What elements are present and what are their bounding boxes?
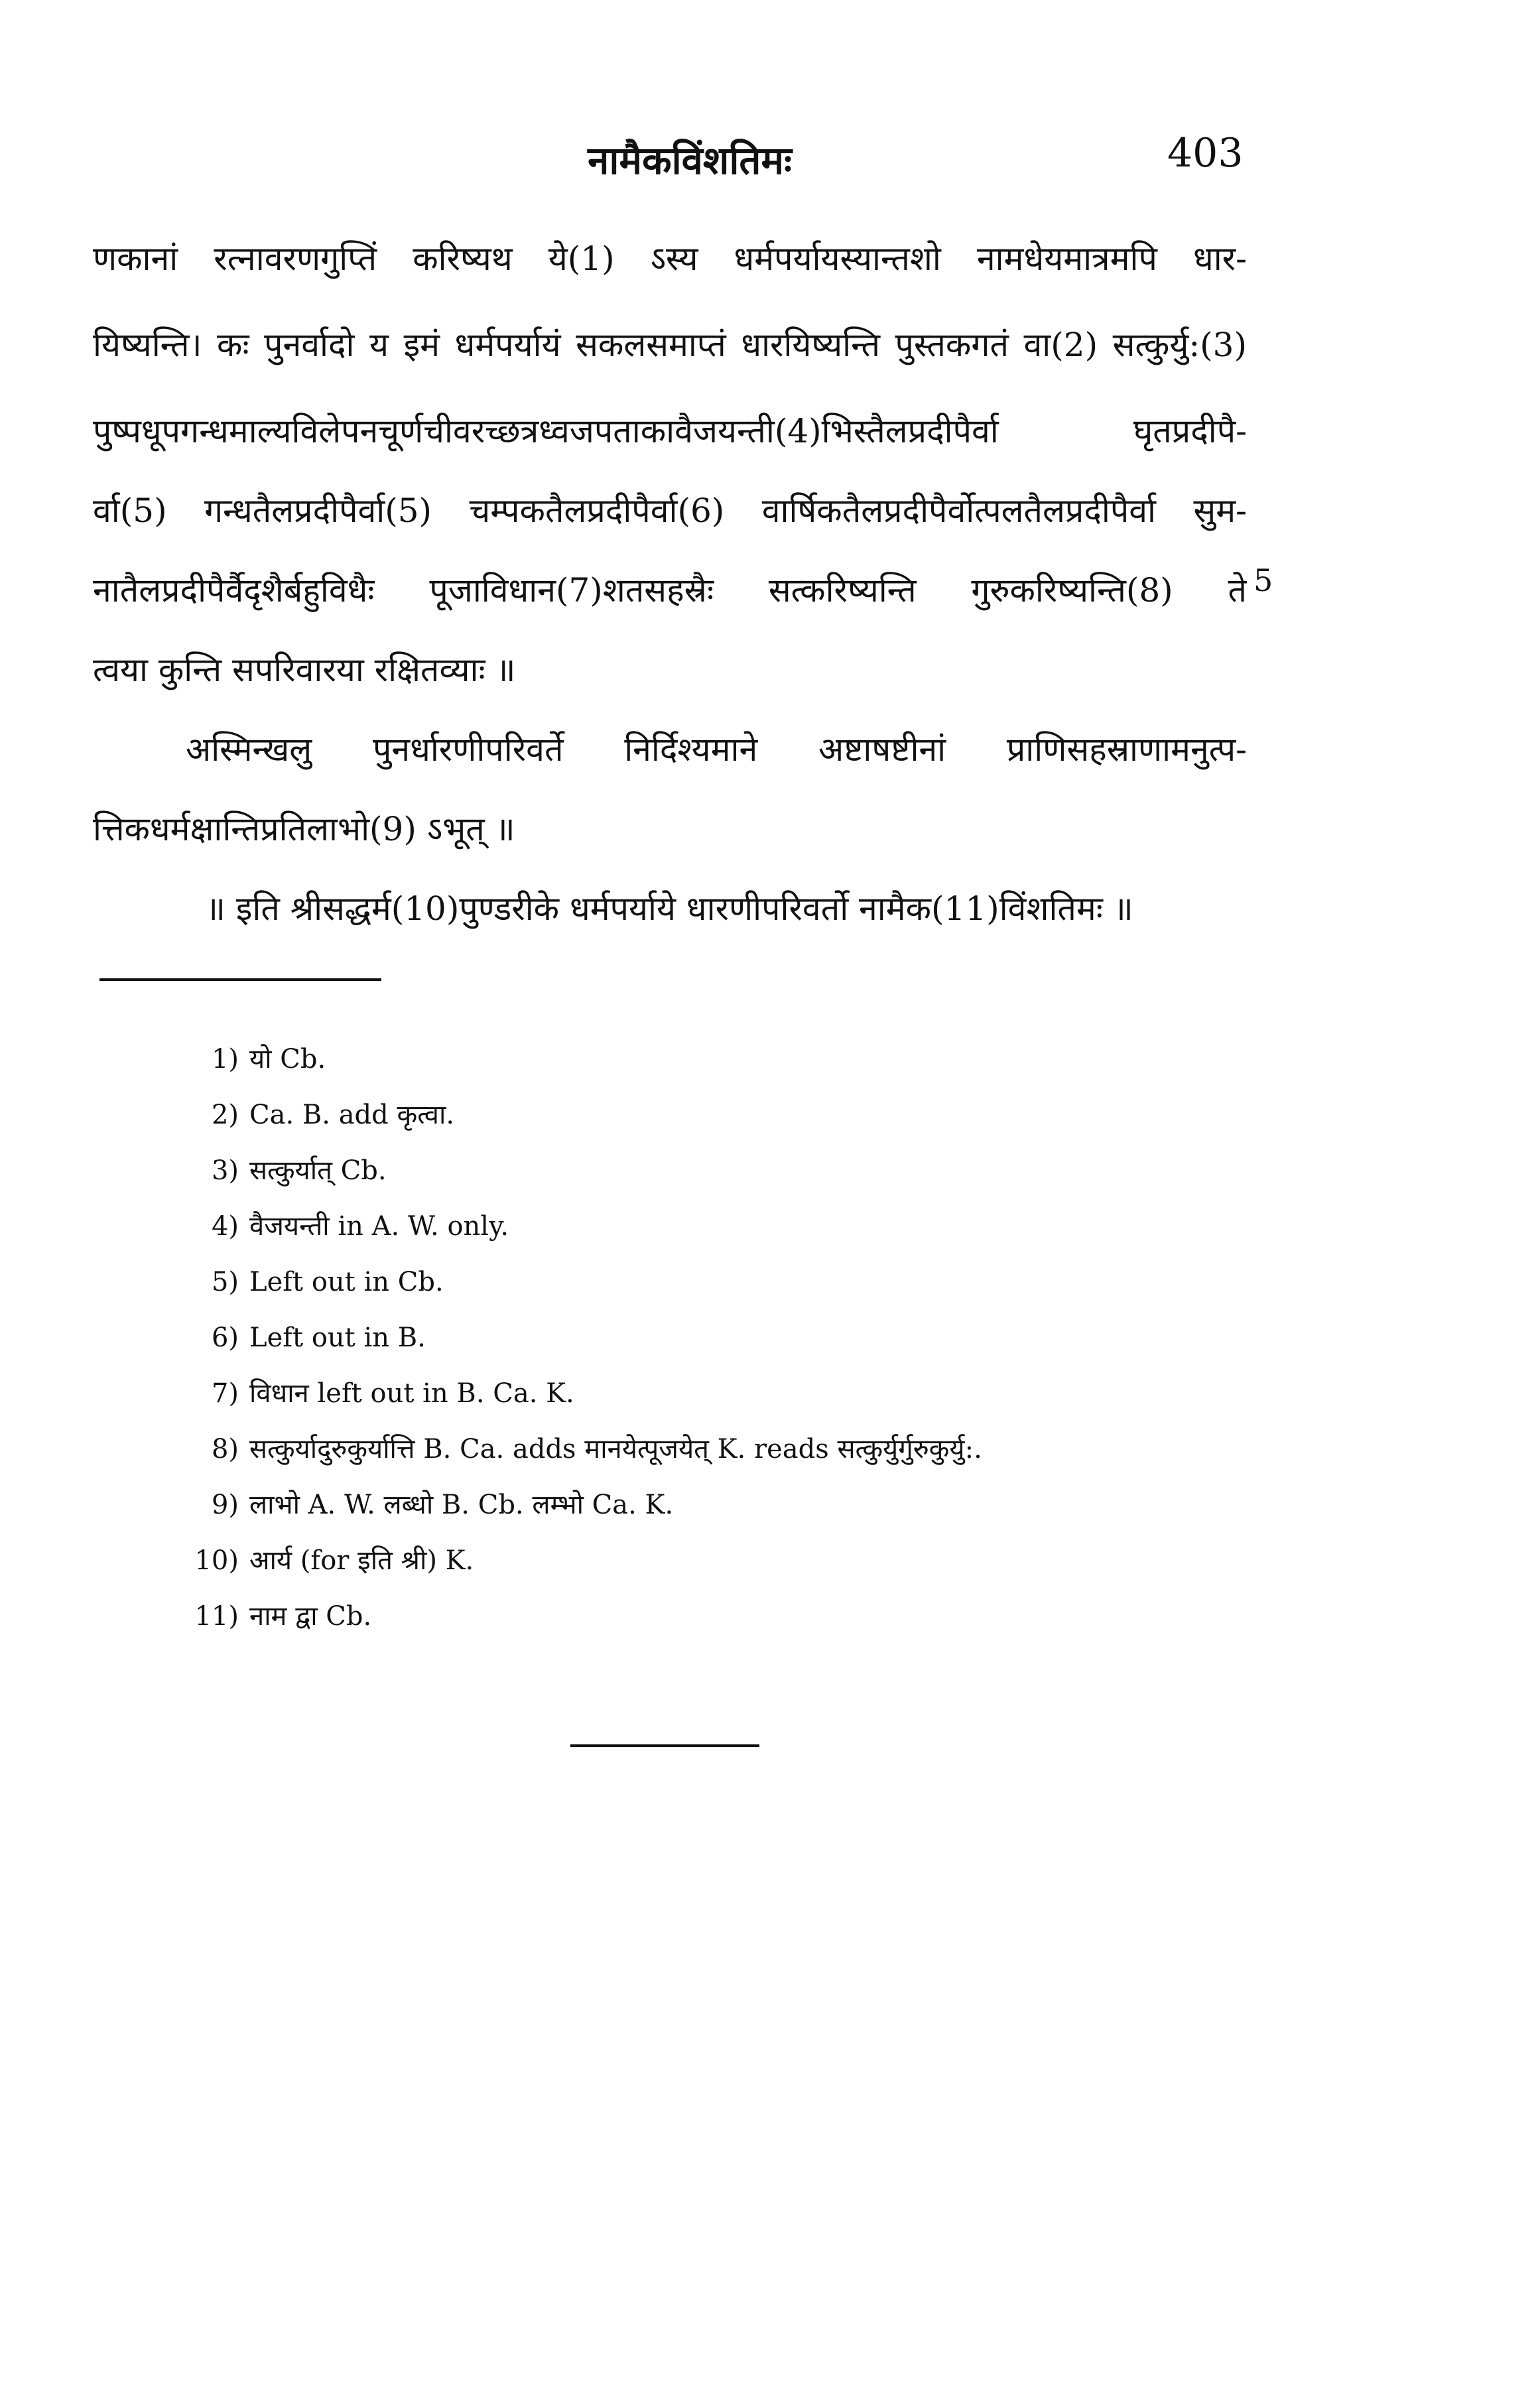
footnote-number: 11) [194,1601,239,1632]
footnote [176,1421,1303,1477]
footnote-text: वैजयन्ती in A. W. only. [249,1211,509,1242]
footnote [176,1254,1303,1310]
footnote-number: 1) [211,1044,239,1074]
colophon-line: ॥ इति श्रीसद्धर्म(10)पुण्डरीके धर्मपर्याये धारणीपरिवर्तो नामैक(11)विंशतिमः ॥ [206,889,1133,928]
footnote [176,1087,1303,1143]
footnote-separator [99,978,381,981]
text-line: पुष्पधूपगन्धमाल्यविलेपनचूर्णचीवरच्छत्रध्वजपताकावैजयन्ती(4)भिस्तैलप्रदीपैर्वा घृतप्रदीपै- [93,412,1247,450]
footnote-number: 9) [211,1490,239,1520]
footnote [176,1366,1303,1421]
text-line: त्तिकधर्मक्षान्तिप्रतिलाभो(9) ऽभूत् ॥ [93,810,515,848]
footnote [176,1477,1303,1533]
footnote [176,1143,1303,1199]
footnote [176,1031,1303,1087]
footnote-text: सत्कुर्यादुरुकुर्यात्ति B. Ca. adds मानयेत्पूजयेत् K. reads सत्कुर्युर्गुरुकुर्यु:. [249,1434,982,1464]
text-line: त्वया कुन्ति सपरिवारया रक्षितव्याः ॥ [93,651,516,689]
text-line: यिष्यन्ति। कः पुनर्वादो य इमं धर्मपर्यायं सकलसमाप्तं धारयिष्यन्ति पुस्तकगतं वा(2) सत्कुर्यु:(3) [93,326,1247,364]
footnote-text: Left out in B. [249,1323,426,1353]
footnote-text: Left out in Cb. [249,1267,444,1297]
footnote-text: आर्य (for इति श्री) K. [249,1545,474,1576]
footnote-number: 3) [211,1155,239,1186]
footnote-text: लाभो A. W. लब्धो B. Cb. लम्भो Ca. K. [249,1490,674,1520]
footnote-text: नाम द्वा Cb. [249,1601,372,1632]
running-head: नामैकविंशतिमः [588,138,792,183]
footnote [176,1199,1303,1254]
footnote-text: यो Cb. [249,1044,326,1074]
footnote-number: 10) [194,1545,239,1576]
footnote-number: 4) [211,1211,239,1242]
footnote [176,1589,1303,1644]
text-line: नातैलप्रदीपैर्वैदृशैर्बहुविधैः पूजाविधान(7)शतसहस्रैः सत्करिष्यन्ति गुरुकरिष्यन्ति(8) ते [93,571,1247,610]
footnote [176,1533,1303,1589]
footnote-text: विधान left out in B. Ca. K. [249,1378,574,1409]
footnote-number: 5) [211,1267,239,1297]
line-number-marker: 5 [1253,562,1273,598]
footnote-number: 7) [211,1378,239,1409]
footnote-text: Ca. B. add कृत्वा. [249,1100,455,1130]
footnote-text: सत्कुर्यात् Cb. [249,1155,387,1186]
text-line: णकानां रत्नावरणगुप्तिं करिष्यथ ये(1) ऽस्य धर्मपर्यायस्यान्तशो नामधेयमात्रमपि धार- [93,239,1247,278]
page-number: 403 [1167,130,1244,176]
text-line: अस्मिन्खलु पुनर्धारणीपरिवर्ते निर्दिश्यमाने अष्टाषष्टीनां प्राणिसहस्राणामनुत्प- [186,730,1247,769]
footnote-number: 6) [211,1323,239,1353]
text-line: र्वा(5) गन्धतैलप्रदीपैर्वा(5) चम्पकतैलप्रदीपैर्वा(6) वार्षिकतैलप्रदीपैर्वोत्पलतैलप्रदीपैर्वा सुम- [93,491,1247,530]
footnote [176,1310,1303,1366]
end-rule [570,1744,759,1747]
footnote-number: 2) [211,1100,239,1130]
footnote-number: 8) [211,1434,239,1464]
